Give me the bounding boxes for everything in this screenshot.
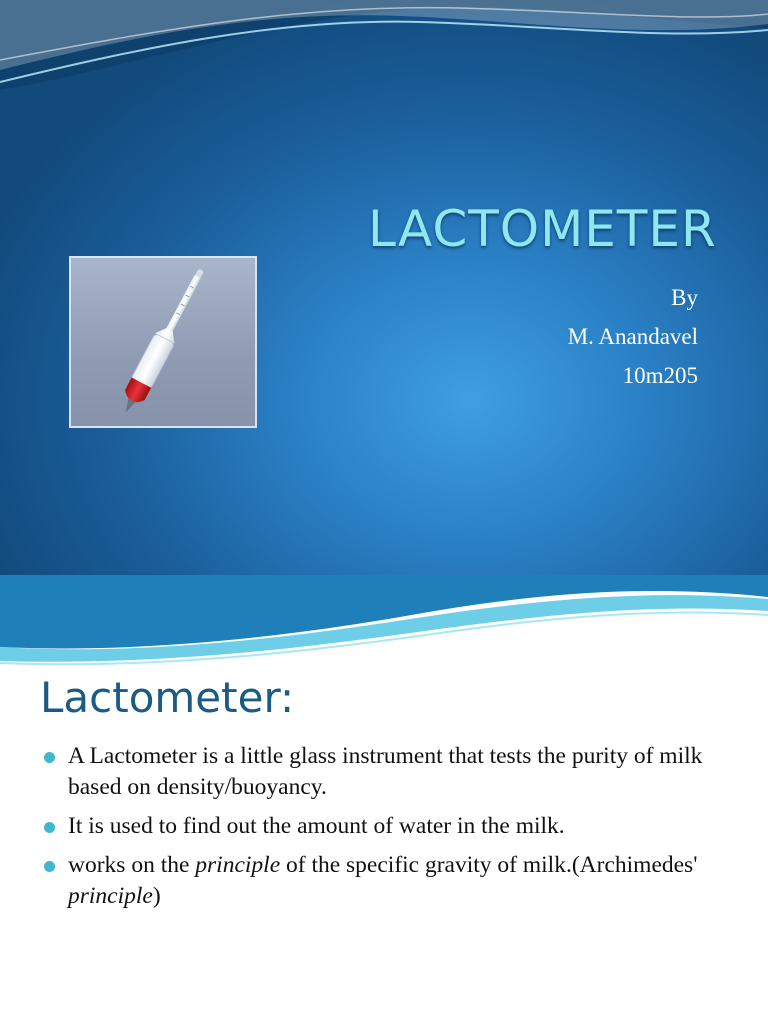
bullet-item [40, 741, 730, 803]
bullet-text: of the specific gravity of milk.(Archimedes' [280, 852, 698, 878]
byline-author: M. Anandavel [567, 324, 698, 349]
slide-title: LACTOMETER [368, 200, 717, 258]
content-slide [0, 575, 768, 1024]
bullet-item [40, 850, 730, 912]
bullet-dot-icon [44, 752, 55, 763]
bullet-dot-icon [44, 861, 55, 872]
byline-id: 10m205 [622, 363, 698, 388]
slide2-wave-decoration [0, 575, 768, 675]
bullet-list [40, 741, 730, 920]
bullet-text-italic: principle [195, 852, 281, 878]
author-byline [568, 278, 698, 395]
lactometer-icon [71, 258, 255, 426]
bullet-text: works on the [68, 852, 196, 878]
bullet-text: ) [152, 883, 161, 909]
content-title: Lactometer: [40, 673, 295, 722]
bullet-dot-icon [44, 822, 55, 833]
bullet-text-italic: principle [68, 883, 153, 909]
bullet-text: A Lactometer is a little glass instrument that tests the purity of milk based on density/buoyancy. [68, 743, 703, 800]
bullet-text: It is used to find out the amount of water in the milk. [68, 813, 565, 839]
lactometer-image [69, 256, 257, 428]
bullet-item [40, 811, 730, 842]
byline-by: By [671, 285, 698, 310]
